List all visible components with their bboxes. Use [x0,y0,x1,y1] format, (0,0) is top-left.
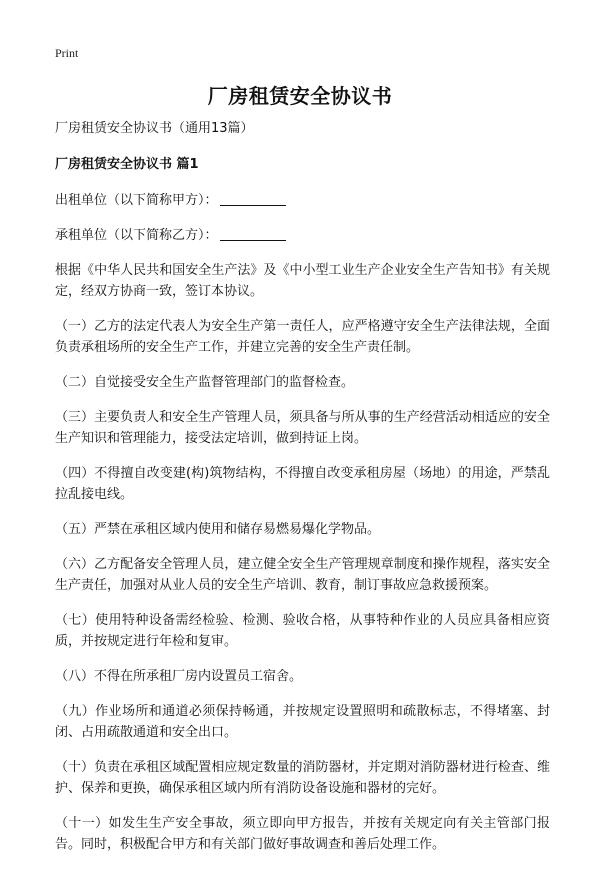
print-link[interactable]: Print [55,46,79,60]
lessor-line [55,190,550,211]
paragraph-clause-6: （六）乙方配备安全管理人员，建立健全安全生产管理规章制度和操作规程，落实安全生产责任，加强对从业人员的安全生产培训、教育，制订事故应急救援预案。 [55,557,550,593]
document-title: 厂房租赁安全协议书 [207,84,393,108]
paragraph-clause-1: （一）乙方的法定代表人为安全生产第一责任人，应严格遵守安全生产法律法规，全面负责承租场所的安全生产工作，并建立完善的安全生产责任制。 [55,319,550,355]
paragraph-clause-10: （十）负责在承租区域配置相应规定数量的消防器材，并定期对消防器材进行检查、维护、保养和更换，确保承租区域内所有消防设备设施和器材的完好。 [55,760,550,796]
paragraph-clause-5: （五）严禁在承租区域内使用和储存易燃易爆化学物品。 [55,522,381,537]
paragraph-clause-4: （四）不得擅自改变建(构)筑物结构，不得擅自改变承租房屋（场地）的用途，严禁乱拉乱接电线。 [55,466,550,502]
paragraph-clause-2: （二）自觉接受安全生产监督管理部门的监督检查。 [55,375,355,390]
lessee-line [55,225,550,246]
paragraph-intro: 根据《中华人民共和国安全生产法》及《中小型工业生产企业安全生产告知书》有关规定，经双方协商一致，签订本协议。 [55,263,550,299]
paragraph-clause-7: （七）使用特种设备需经检验、检测、验收合格，从事特种作业的人员应具备相应资质，并按规定进行年检和复审。 [55,613,550,649]
lessor-blank [220,192,286,206]
document-body [55,118,550,869]
section-heading: 厂房租赁安全协议书 篇1 [55,157,199,172]
lessor-label: 出租单位（以下简称甲方）： [55,193,218,208]
paragraph-clause-3: （三）主要负责人和安全生产管理人员，须具备与所从事的生产经营活动相适应的安全生产知识和管理能力，接受法定培训，做到持证上岗。 [55,410,550,446]
paragraph-clause-11: （十一）如发生生产安全事故，须立即向甲方报告，并按有关规定向有关主管部门报告。同时，积极配合甲方和有关部门做好事故调查和善后处理工作。 [55,816,550,852]
lessee-blank [220,227,286,241]
lessee-label: 承租单位（以下简称乙方）： [55,228,218,243]
document-subtitle: 厂房租赁安全协议书（通用13篇） [55,121,254,136]
paragraph-clause-8: （八）不得在所承租厂房内设置员工宿舍。 [55,669,303,684]
paragraph-clause-9: （九）作业场所和通道必须保持畅通，并按规定设置照明和疏散标志，不得堵塞、封闭、占用疏散通道和安全出口。 [55,704,550,740]
